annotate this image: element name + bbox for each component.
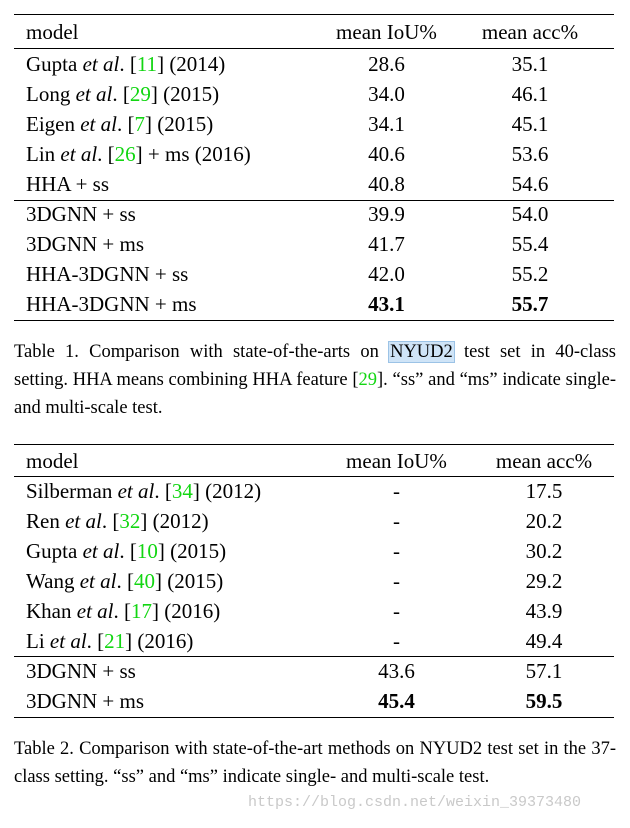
header-mean-acc: mean acc% bbox=[495, 449, 593, 473]
acc-cell: 20.2 bbox=[525, 509, 563, 533]
table-row bbox=[14, 109, 614, 139]
selected-text-highlight[interactable]: NYUD2 bbox=[390, 342, 453, 362]
model-cell: Khan et al. [17] (2016) bbox=[26, 599, 221, 623]
table-bottom-rule bbox=[14, 320, 614, 321]
iou-cell: 40.8 bbox=[368, 172, 405, 196]
acc-cell: 54.6 bbox=[511, 172, 549, 196]
table-header-row bbox=[14, 17, 614, 47]
iou-cell: 43.1 bbox=[368, 292, 405, 316]
table-row bbox=[14, 169, 614, 199]
citation-link[interactable]: 29 bbox=[358, 370, 377, 390]
model-cell: 3DGNN + ss bbox=[26, 202, 136, 226]
acc-cell: 35.1 bbox=[511, 52, 549, 76]
acc-cell: 49.4 bbox=[525, 629, 563, 653]
citation-link[interactable]: 32 bbox=[119, 509, 141, 533]
results-table-2 bbox=[14, 444, 614, 718]
acc-cell: 55.7 bbox=[511, 292, 549, 316]
citation-link[interactable]: 34 bbox=[171, 479, 193, 503]
model-cell: Lin et al. [26] + ms (2016) bbox=[26, 142, 251, 166]
iou-cell: - bbox=[393, 509, 400, 533]
citation-link[interactable]: 21 bbox=[104, 629, 126, 653]
iou-cell: 39.9 bbox=[368, 202, 405, 226]
table-header-row bbox=[14, 446, 614, 476]
table-top-rule bbox=[14, 14, 614, 15]
citation-link[interactable]: 29 bbox=[129, 82, 151, 106]
table-row bbox=[14, 199, 614, 229]
header-mean-acc: mean acc% bbox=[481, 20, 579, 44]
header-mean-iou: mean IoU% bbox=[346, 449, 447, 473]
results-table-1 bbox=[14, 14, 614, 320]
table-2-caption: Table 2. Comparison with state-of-the-art methods on NYUD2 test set in the 37-class setting. “ss” and “ms” indicate single- and multi-scale test. bbox=[14, 739, 616, 787]
acc-cell: 45.1 bbox=[511, 112, 549, 136]
acc-cell: 17.5 bbox=[525, 479, 563, 503]
model-cell: Eigen et al. [7] (2015) bbox=[26, 112, 214, 136]
citation-link[interactable]: 26 bbox=[114, 142, 136, 166]
model-cell: Long et al. [29] (2015) bbox=[26, 82, 220, 106]
table-row bbox=[14, 656, 614, 686]
table-row bbox=[14, 476, 614, 506]
acc-cell: 57.1 bbox=[525, 659, 563, 683]
model-cell: Ren et al. [32] (2012) bbox=[26, 509, 209, 533]
table-row bbox=[14, 79, 614, 109]
model-cell: Li et al. [21] (2016) bbox=[26, 629, 194, 653]
model-cell: Silberman et al. [34] (2012) bbox=[26, 479, 262, 503]
table-row bbox=[14, 686, 614, 716]
acc-cell: 43.9 bbox=[525, 599, 563, 623]
model-cell: Gupta et al. [10] (2015) bbox=[26, 539, 227, 563]
acc-cell: 30.2 bbox=[525, 539, 563, 563]
citation-link[interactable]: 11 bbox=[136, 52, 158, 76]
table-row bbox=[14, 49, 614, 79]
iou-cell: 34.0 bbox=[368, 82, 405, 106]
acc-cell: 46.1 bbox=[511, 82, 549, 106]
iou-cell: 41.7 bbox=[368, 232, 405, 256]
citation-link[interactable]: 17 bbox=[131, 599, 152, 623]
iou-cell: 40.6 bbox=[368, 142, 405, 166]
table-row bbox=[14, 566, 614, 596]
citation-link[interactable]: 7 bbox=[134, 112, 145, 136]
model-cell: Wang et al. [40] (2015) bbox=[26, 569, 224, 593]
iou-cell: 28.6 bbox=[368, 52, 405, 76]
citation-link[interactable]: 40 bbox=[133, 569, 155, 593]
acc-cell: 53.6 bbox=[511, 142, 549, 166]
iou-cell: - bbox=[393, 479, 400, 503]
iou-cell: 42.0 bbox=[368, 262, 405, 286]
acc-cell: 29.2 bbox=[525, 569, 563, 593]
header-model: model bbox=[26, 20, 79, 44]
model-cell: HHA-3DGNN + ms bbox=[26, 292, 197, 316]
table-row bbox=[14, 506, 614, 536]
header-model: model bbox=[26, 449, 79, 473]
table-row bbox=[14, 139, 614, 169]
iou-cell: - bbox=[393, 569, 400, 593]
table-row bbox=[14, 289, 614, 319]
model-cell: 3DGNN + ss bbox=[26, 659, 136, 683]
table-row bbox=[14, 259, 614, 289]
table-top-rule bbox=[14, 444, 614, 445]
model-cell: HHA + ss bbox=[26, 172, 110, 196]
iou-cell: - bbox=[393, 539, 400, 563]
iou-cell: 45.4 bbox=[378, 689, 415, 713]
acc-cell: 55.2 bbox=[511, 262, 549, 286]
iou-cell: - bbox=[393, 599, 400, 623]
iou-cell: 43.6 bbox=[378, 659, 415, 683]
table-bottom-rule bbox=[14, 717, 614, 718]
watermark: https://blog.csdn.net/weixin_39373480 bbox=[248, 794, 582, 811]
table-row bbox=[14, 626, 614, 656]
header-mean-iou: mean IoU% bbox=[336, 20, 437, 44]
table-1-caption: Table 1. Comparison with state-of-the-arts on NYUD2 test set in 40-class setting. HHA means combining HHA feature [29]. “ss” and “ms” indicate single- and multi-scale test. bbox=[14, 342, 617, 418]
model-cell: 3DGNN + ms bbox=[26, 689, 145, 713]
table-row bbox=[14, 596, 614, 626]
acc-cell: 59.5 bbox=[525, 689, 563, 713]
acc-cell: 54.0 bbox=[511, 202, 549, 226]
table-row bbox=[14, 229, 614, 259]
citation-link[interactable]: 10 bbox=[136, 539, 158, 563]
model-cell: 3DGNN + ms bbox=[26, 232, 145, 256]
iou-cell: - bbox=[393, 629, 400, 653]
acc-cell: 55.4 bbox=[511, 232, 549, 256]
table-row bbox=[14, 536, 614, 566]
model-cell: HHA-3DGNN + ss bbox=[26, 262, 189, 286]
model-cell: Gupta et al. [11] (2014) bbox=[26, 52, 226, 76]
iou-cell: 34.1 bbox=[368, 112, 405, 136]
